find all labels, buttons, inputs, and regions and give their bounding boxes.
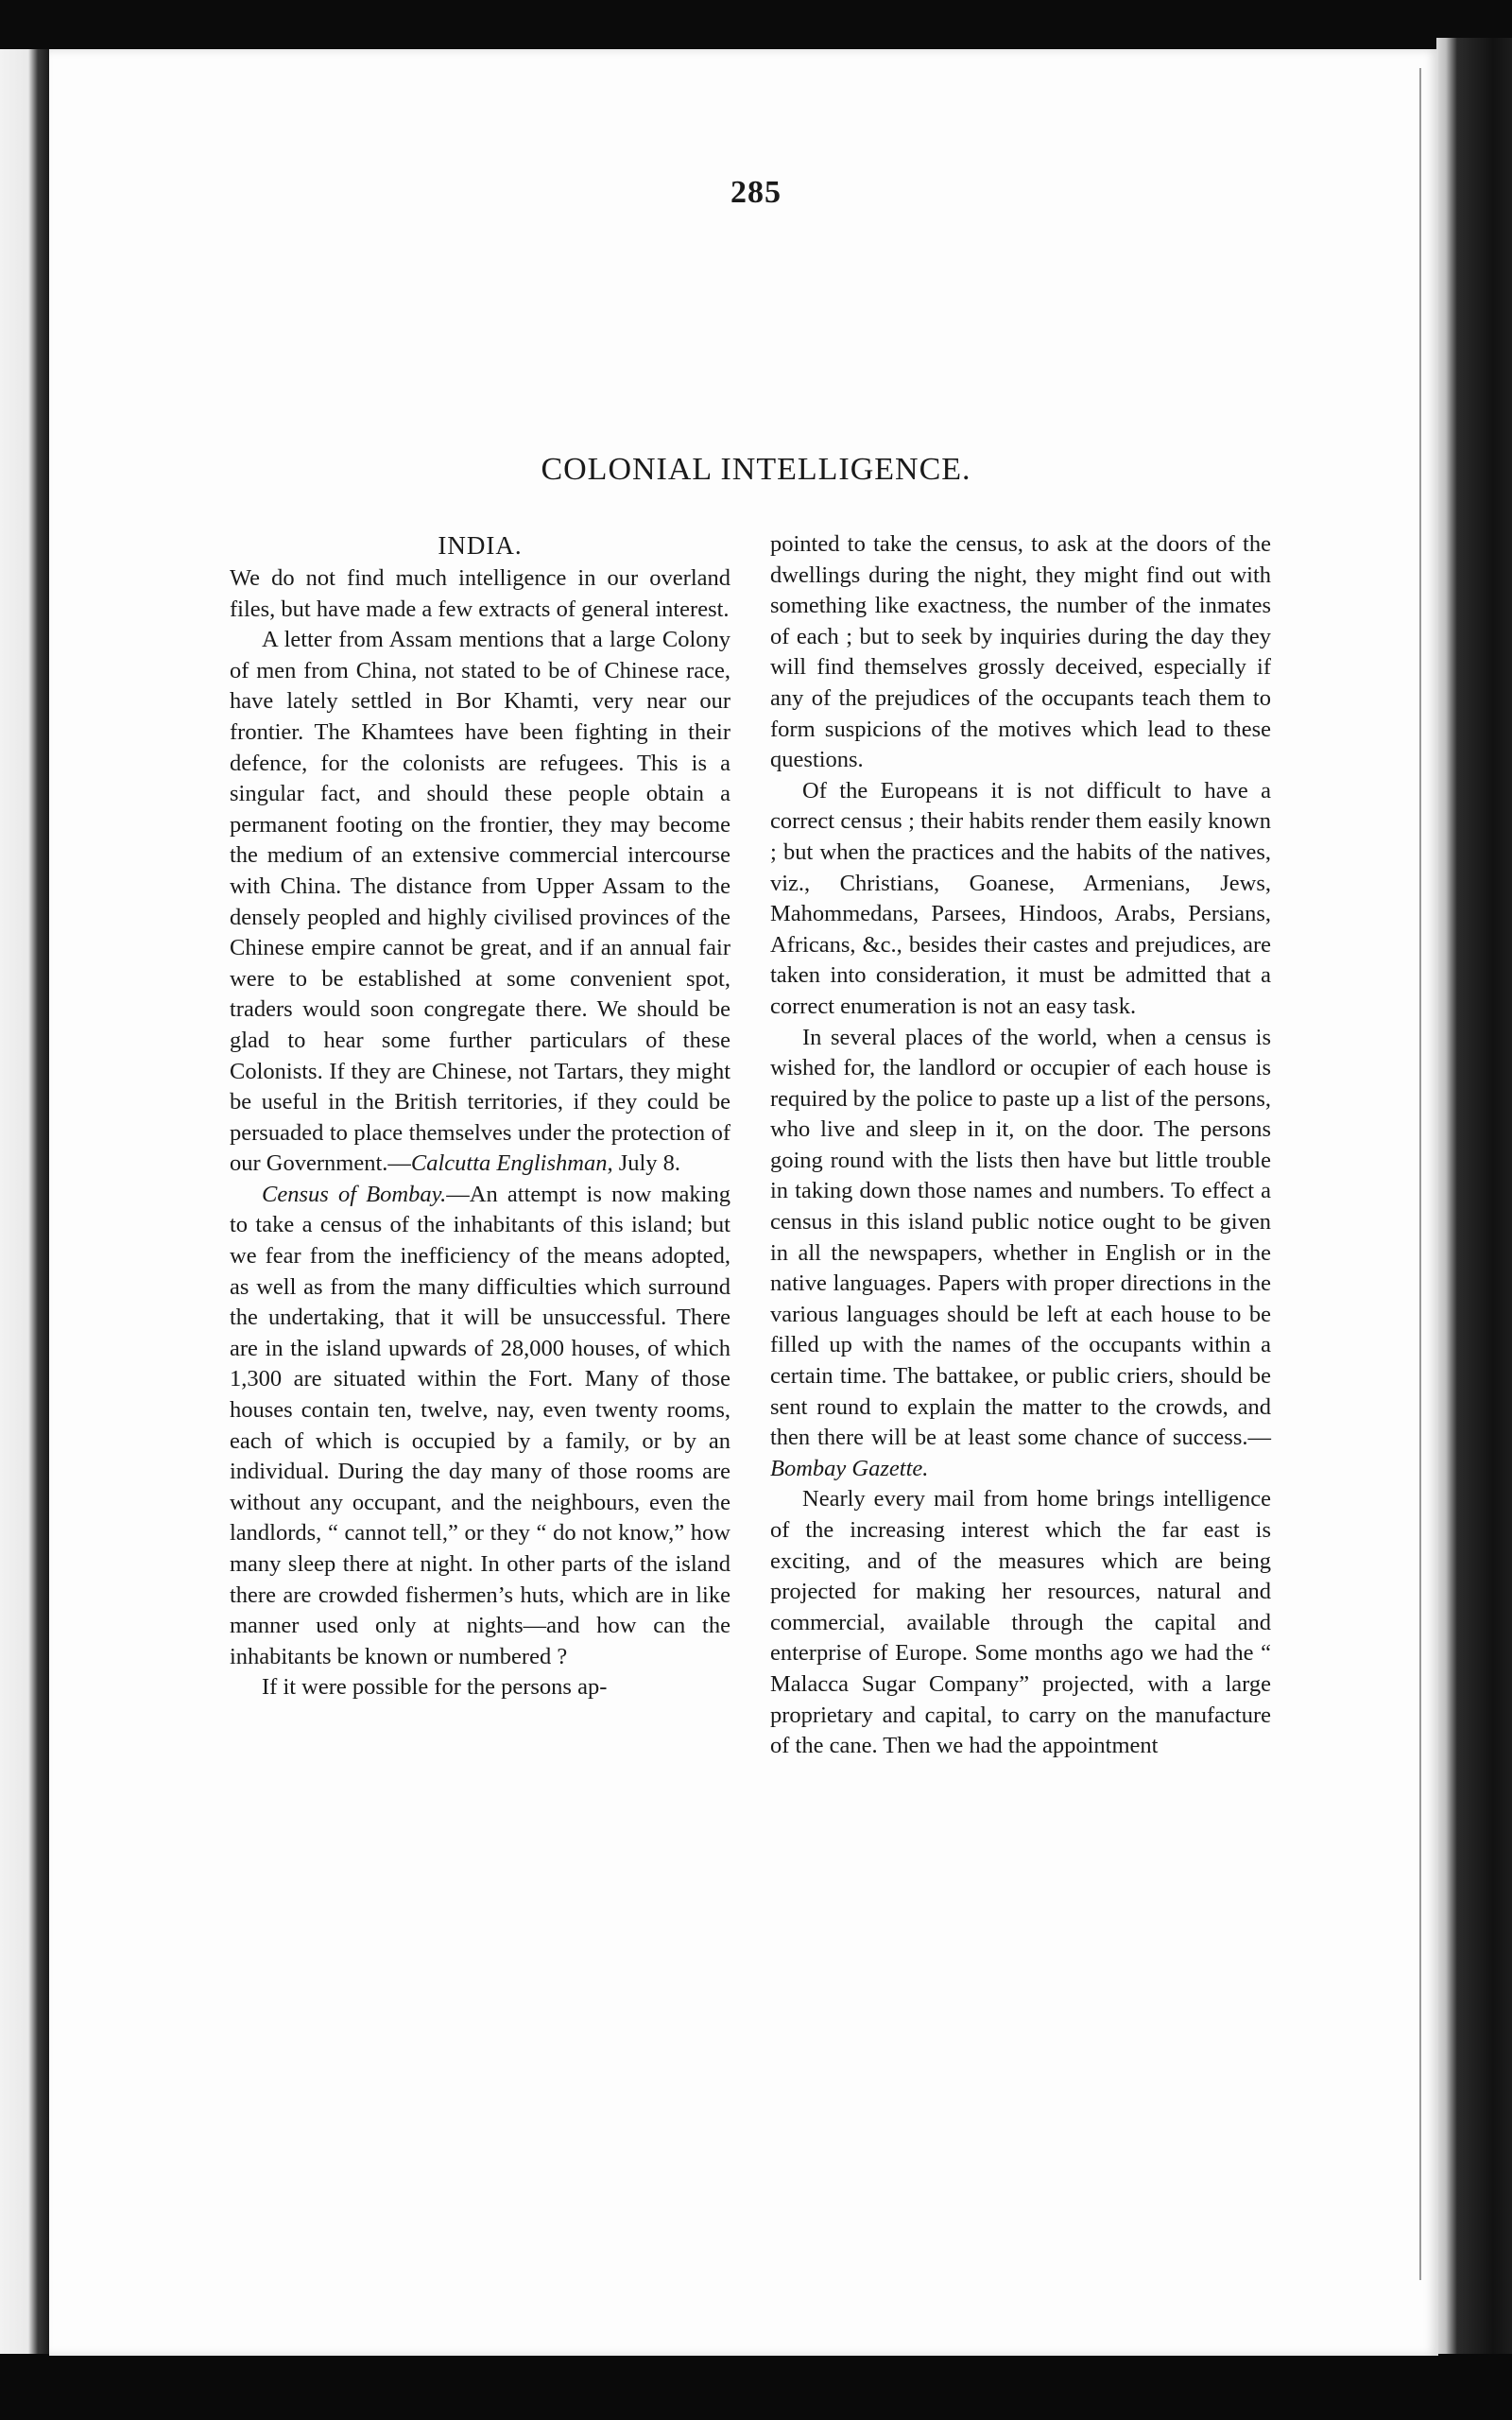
page-edge-line bbox=[1419, 68, 1421, 2280]
paragraph-continuation: pointed to take the census, to ask at the doors of the dwellings during the night, they might find out with something like exactness, the number of the inmates of each ; but to seek by inquiries during the day they will find themselves grossly deceived, especially if any of the prejudices of the occupants teach them to form suspicions of the motives which lead to these questions. bbox=[770, 531, 1271, 773]
paragraph-nearly-every-mail: Nearly every mail from home brings intelligence of the increasing interest which the far east is exciting, and of the measures which are being projected for making her resources, natural and commercial, available through the capital and enterprise of Europe. Some months ago we had the “ Malacca Sugar Company” projected, with a large proprietary and capital, to carry on the manufacture of the cane. Then we had the appointment bbox=[770, 1486, 1271, 1759]
paragraph-subtitle: Census of Bombay. bbox=[262, 1181, 447, 1207]
section-heading-india: INDIA. bbox=[438, 531, 523, 560]
left-column bbox=[230, 529, 730, 1703]
source-citation: Bombay Gazette. bbox=[770, 1455, 929, 1481]
paragraph-assam-text: A letter from Assam mentions that a large Colony of men from China, not stated to be of Chinese race, have lately settled in Bor Khamti, very near our frontier. The Khamtees have been fighting in their defence, for the colonists are refugees. This is a singular fact, and should these people obtain a permanent footing on the frontier, they may become the medium of an extensive commercial intercourse with China. The distance from Upper Assam to the densely peopled and highly civilised provinces of the Chinese empire cannot be great, and if an annual fair were to be established at some convenient spot, traders would soon congregate there. We should be glad to hear some further particulars of these Colonists. If they are Chinese, not Tartars, they might be useful in the British territories, if they could be persuaded to place themselves under the protection of our Government.— bbox=[230, 627, 730, 1177]
paragraph-intro: We do not find much intelligence in our overland files, but have made a few extracts of general interest. bbox=[230, 565, 730, 622]
page-title: COLONIAL INTELLIGENCE. bbox=[541, 452, 971, 487]
source-citation: Calcutta Englishman, bbox=[410, 1150, 613, 1177]
paragraph-continued: If it were possible for the persons ap- bbox=[262, 1674, 608, 1701]
scan-background-bottom bbox=[0, 2354, 1512, 2420]
paragraph-europeans: Of the Europeans it is not difficult to have a correct census ; their habits render them easily known ; but when the practices and the habits of the natives, viz., Christians, Goanese, Armenians, Jews, Mahommedans, Parsees, Hindoos, Arabs, Persians, Africans, &c., besides their castes and prejudices, are taken into consideration, it must be admitted that a correct enumeration is not an easy task. bbox=[770, 777, 1271, 1019]
paragraph-several-places bbox=[770, 1023, 1271, 1485]
page-number: 285 bbox=[730, 175, 782, 210]
paragraph-assam bbox=[230, 625, 730, 1180]
paragraph-several-places-text: In several places of the world, when a census is wished for, the landlord or occupier of each house is required by the police to paste up a list of the persons, who live and sleep in it, on the door. The persons going round with the lists then have but little trouble in taking down those names and numbers. To effect a census in this island public notice ought to be given in all the newspapers, whether in English or in the native languages. Papers with proper directions in the various languages should be left at each house to be filled up with the names of the occupants within a certain time. The battakee, or public criers, should be sent round to explain the matter to the crowds, and then there will be at least some chance of success.— bbox=[770, 1024, 1271, 1451]
paragraph-census-bombay bbox=[230, 1180, 730, 1673]
scan-background-top bbox=[0, 0, 1512, 49]
paragraph-census-text: —An attempt is now making to take a census of the inhabitants of this island; but we fear from the inefficiency of the means adopted, as well as from the many difficulties which surround the undertaking, that it will be unsuccessful. There are in the island upwards of 28,000 houses, of which 1,300 are situated within the Fort. Many of those houses contain ten, twelve, nay, even twenty rooms, each of which is occupied by a family, or by an individual. During the day many of those rooms are without any occupant, and the neighbours, even the landlords, “ cannot tell,” or they “ do not know,” how many sleep there at night. In other parts of the island there are crowded fishermen’s huts, which are in like manner used only at nights—and how can the inhabitants be known or numbered ? bbox=[230, 1181, 730, 1669]
previous-page-edge bbox=[0, 49, 49, 2356]
right-column bbox=[770, 529, 1271, 1762]
source-date: July 8. bbox=[612, 1150, 681, 1177]
book-binding-edge bbox=[1436, 38, 1512, 2382]
